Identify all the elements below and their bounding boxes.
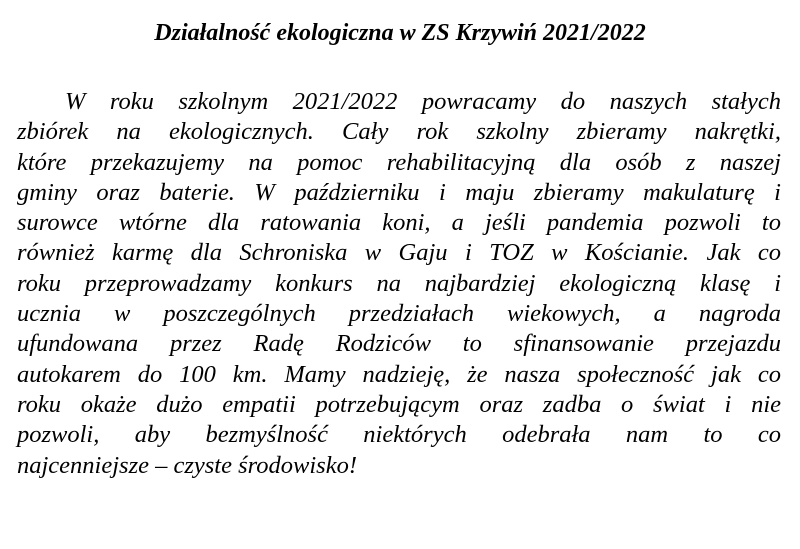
paragraph-line: autokarem do 100 km. Mamy nadzieję, że nasza społeczność jak co <box>17 360 781 388</box>
document-title: Działalność ekologiczna w ZS Krzywiń 2021/2022 <box>154 20 646 46</box>
paragraph-line: roku okaże dużo empatii potrzebującym oraz zadba o świat i nie <box>17 390 781 418</box>
paragraph-line: gminy oraz baterie. W październiku i maju zbieramy makulaturę i <box>17 178 781 206</box>
paragraph-line: ufundowana przez Radę Rodziców to sfinansowanie przejazdu <box>17 330 781 358</box>
paragraph-line: surowce wtórne dla ratowania koni, a jeśli pandemia pozwoli to <box>17 209 781 237</box>
document-paragraph <box>17 87 781 481</box>
paragraph-line: zbiórek na ekologicznych. Cały rok szkolny zbieramy nakrętki, <box>17 118 781 146</box>
paragraph-line: najcenniejsze – czyste środowisko! <box>17 451 357 479</box>
paragraph-line: również karmę dla Schroniska w Gaju i TOZ w Kościanie. Jak co <box>17 239 781 267</box>
paragraph-line: które przekazujemy na pomoc rehabilitacyjną dla osób z naszej <box>17 148 781 176</box>
paragraph-line: roku przeprowadzamy konkurs na najbardziej ekologiczną klasę i <box>17 269 781 297</box>
paragraph-line: pozwoli, aby bezmyślność niektórych odebrała nam to co <box>17 421 781 449</box>
paragraph-line: W roku szkolnym 2021/2022 powracamy do naszych stałych <box>65 88 781 115</box>
paragraph-line: ucznia w poszczególnych przedziałach wiekowych, a nagroda <box>17 300 781 328</box>
